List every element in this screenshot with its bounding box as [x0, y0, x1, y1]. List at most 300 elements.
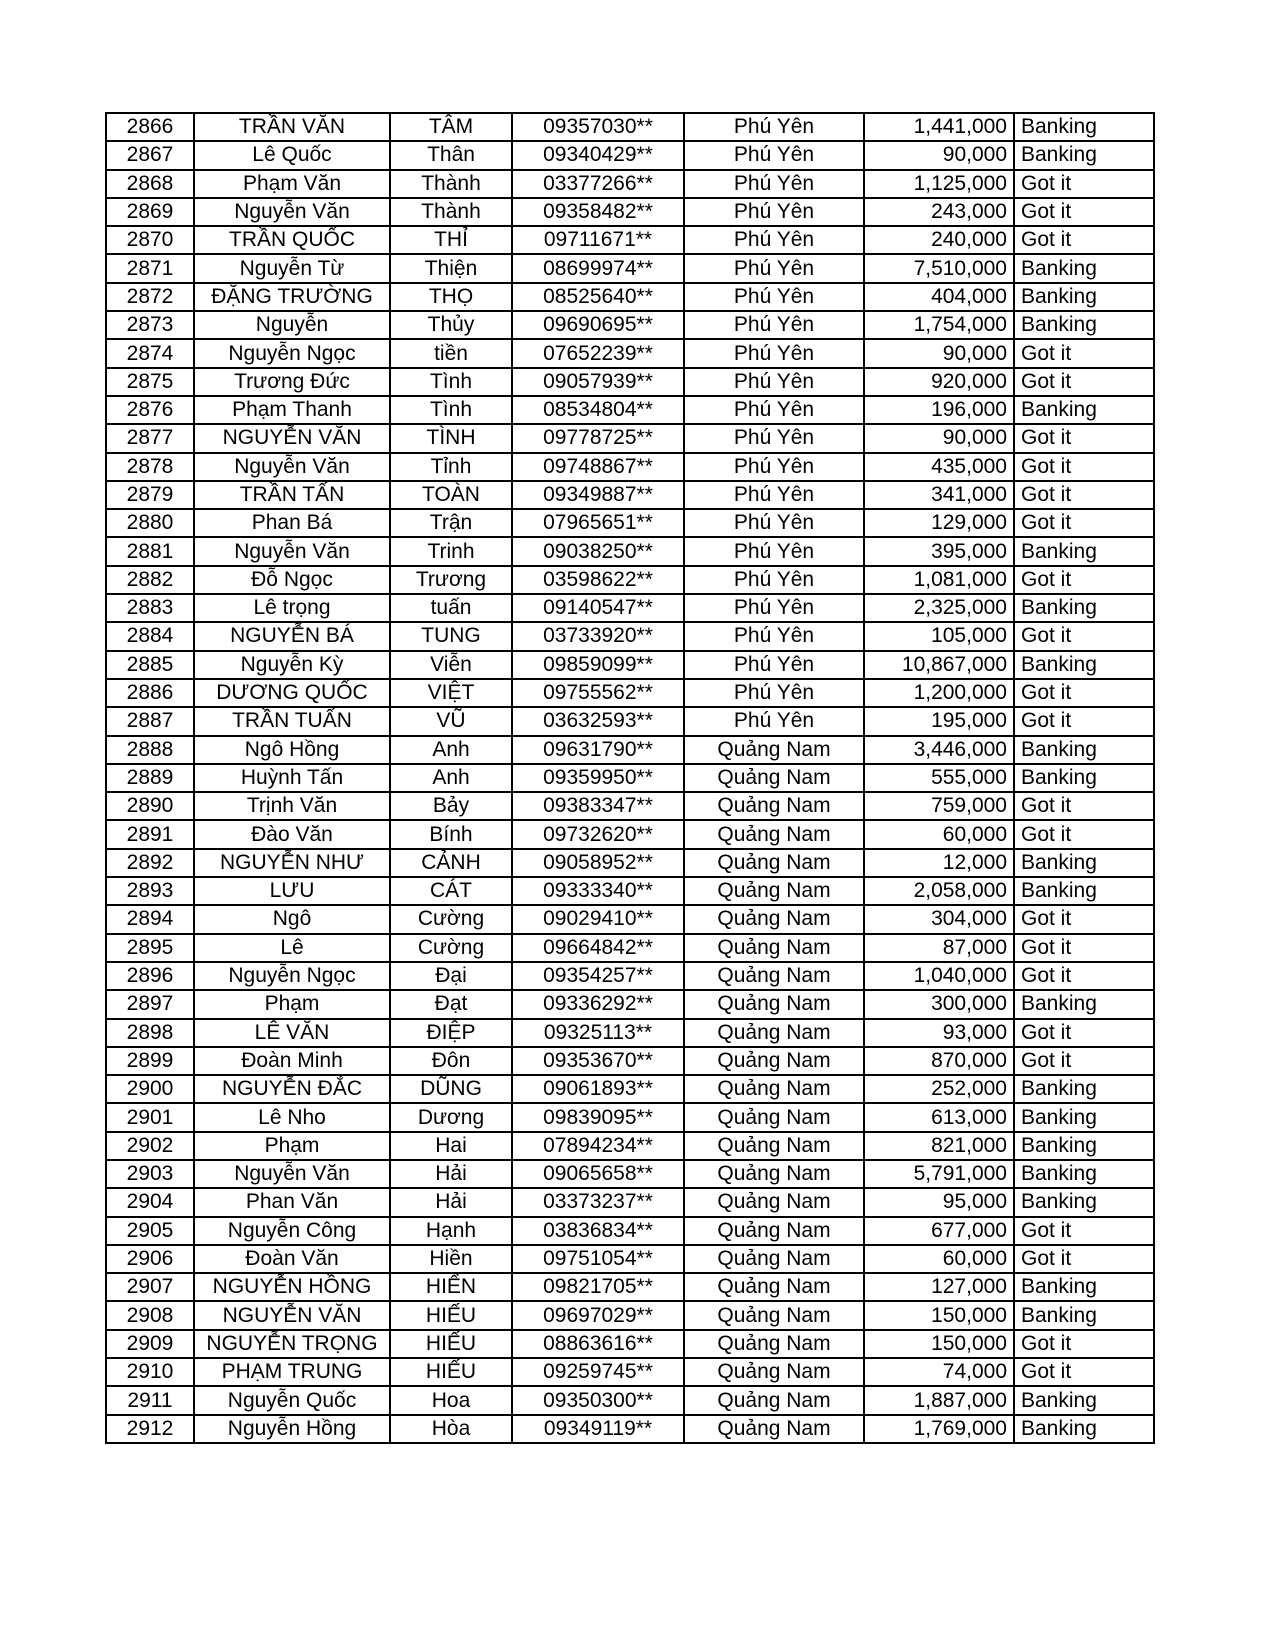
province-cell: Quảng Nam	[684, 764, 864, 792]
table-row	[106, 934, 1154, 962]
surname-cell: PHẠM TRUNG	[194, 1358, 390, 1386]
row-number-cell: 2871	[106, 254, 194, 282]
surname-cell: NGUYỄN VĂN	[194, 424, 390, 452]
payment-method-cell: Banking	[1014, 1273, 1154, 1301]
table-row	[106, 283, 1154, 311]
table-row	[106, 1075, 1154, 1103]
surname-cell: NGUYỄN HỒNG	[194, 1273, 390, 1301]
province-cell: Quảng Nam	[684, 1330, 864, 1358]
given-name-cell: Tình	[390, 368, 512, 396]
phone-cell: 09333340**	[512, 877, 684, 905]
province-cell: Quảng Nam	[684, 905, 864, 933]
payment-method-cell: Got it	[1014, 566, 1154, 594]
phone-cell: 09140547**	[512, 594, 684, 622]
table-row	[106, 1386, 1154, 1414]
given-name-cell: Bảy	[390, 792, 512, 820]
province-cell: Quảng Nam	[684, 792, 864, 820]
table-row	[106, 1160, 1154, 1188]
given-name-cell: Hoa	[390, 1386, 512, 1414]
table-row	[106, 1301, 1154, 1329]
payment-method-cell: Banking	[1014, 1386, 1154, 1414]
given-name-cell: Viễn	[390, 651, 512, 679]
given-name-cell: Trương	[390, 566, 512, 594]
province-cell: Quảng Nam	[684, 1415, 864, 1443]
phone-cell: 03598622**	[512, 566, 684, 594]
amount-cell: 105,000	[864, 622, 1014, 650]
payment-method-cell: Banking	[1014, 594, 1154, 622]
table-row	[106, 905, 1154, 933]
table-row	[106, 707, 1154, 735]
payment-method-cell: Banking	[1014, 396, 1154, 424]
row-number-cell: 2868	[106, 170, 194, 198]
payment-method-cell: Banking	[1014, 736, 1154, 764]
phone-cell: 09859099**	[512, 651, 684, 679]
payment-method-cell: Got it	[1014, 198, 1154, 226]
row-number-cell: 2869	[106, 198, 194, 226]
given-name-cell: CÁT	[390, 877, 512, 905]
table-row	[106, 339, 1154, 367]
given-name-cell: Hòa	[390, 1415, 512, 1443]
phone-cell: 09755562**	[512, 679, 684, 707]
surname-cell: DƯƠNG QUỐC	[194, 679, 390, 707]
amount-cell: 1,125,000	[864, 170, 1014, 198]
amount-cell: 1,200,000	[864, 679, 1014, 707]
payment-method-cell: Banking	[1014, 990, 1154, 1018]
province-cell: Phú Yên	[684, 170, 864, 198]
phone-cell: 09354257**	[512, 962, 684, 990]
phone-cell: 09711671**	[512, 226, 684, 254]
amount-cell: 1,441,000	[864, 113, 1014, 141]
payment-method-cell: Got it	[1014, 622, 1154, 650]
given-name-cell: Tình	[390, 396, 512, 424]
given-name-cell: Bính	[390, 820, 512, 848]
amount-cell: 60,000	[864, 1245, 1014, 1273]
row-number-cell: 2883	[106, 594, 194, 622]
table-row	[106, 820, 1154, 848]
phone-cell: 09358482**	[512, 198, 684, 226]
phone-cell: 09340429**	[512, 141, 684, 169]
province-cell: Quảng Nam	[684, 1132, 864, 1160]
province-cell: Phú Yên	[684, 226, 864, 254]
given-name-cell: HIẾU	[390, 1358, 512, 1386]
surname-cell: Phan Văn	[194, 1188, 390, 1216]
phone-cell: 08534804**	[512, 396, 684, 424]
row-number-cell: 2891	[106, 820, 194, 848]
amount-cell: 1,887,000	[864, 1386, 1014, 1414]
phone-cell: 09631790**	[512, 736, 684, 764]
surname-cell: Đoàn Văn	[194, 1245, 390, 1273]
amount-cell: 87,000	[864, 934, 1014, 962]
amount-cell: 74,000	[864, 1358, 1014, 1386]
row-number-cell: 2892	[106, 849, 194, 877]
payment-method-cell: Banking	[1014, 651, 1154, 679]
amount-cell: 404,000	[864, 283, 1014, 311]
amount-cell: 3,446,000	[864, 736, 1014, 764]
province-cell: Phú Yên	[684, 424, 864, 452]
row-number-cell: 2879	[106, 481, 194, 509]
given-name-cell: Thân	[390, 141, 512, 169]
payment-method-cell: Got it	[1014, 453, 1154, 481]
surname-cell: Trịnh Văn	[194, 792, 390, 820]
surname-cell: Nguyễn Công	[194, 1217, 390, 1245]
province-cell: Phú Yên	[684, 113, 864, 141]
phone-cell: 08863616**	[512, 1330, 684, 1358]
given-name-cell: HIẾU	[390, 1301, 512, 1329]
row-number-cell: 2894	[106, 905, 194, 933]
row-number-cell: 2888	[106, 736, 194, 764]
phone-cell: 08699974**	[512, 254, 684, 282]
given-name-cell: Anh	[390, 764, 512, 792]
row-number-cell: 2898	[106, 1019, 194, 1047]
payment-method-cell: Banking	[1014, 877, 1154, 905]
phone-cell: 09690695**	[512, 311, 684, 339]
province-cell: Phú Yên	[684, 481, 864, 509]
phone-cell: 09359950**	[512, 764, 684, 792]
province-cell: Phú Yên	[684, 622, 864, 650]
row-number-cell: 2901	[106, 1103, 194, 1131]
row-number-cell: 2899	[106, 1047, 194, 1075]
amount-cell: 90,000	[864, 339, 1014, 367]
given-name-cell: TUNG	[390, 622, 512, 650]
row-number-cell: 2884	[106, 622, 194, 650]
phone-cell: 09259745**	[512, 1358, 684, 1386]
table-row	[106, 849, 1154, 877]
amount-cell: 90,000	[864, 141, 1014, 169]
payment-method-cell: Got it	[1014, 1330, 1154, 1358]
amount-cell: 870,000	[864, 1047, 1014, 1075]
row-number-cell: 2877	[106, 424, 194, 452]
winners-table	[105, 112, 1155, 1444]
province-cell: Quảng Nam	[684, 934, 864, 962]
payment-method-cell: Got it	[1014, 481, 1154, 509]
table-row	[106, 990, 1154, 1018]
amount-cell: 2,058,000	[864, 877, 1014, 905]
given-name-cell: Dương	[390, 1103, 512, 1131]
payment-method-cell: Banking	[1014, 537, 1154, 565]
row-number-cell: 2885	[106, 651, 194, 679]
amount-cell: 555,000	[864, 764, 1014, 792]
province-cell: Quảng Nam	[684, 1075, 864, 1103]
given-name-cell: Đôn	[390, 1047, 512, 1075]
province-cell: Quảng Nam	[684, 877, 864, 905]
province-cell: Phú Yên	[684, 198, 864, 226]
payment-method-cell: Got it	[1014, 962, 1154, 990]
phone-cell: 09357030**	[512, 113, 684, 141]
amount-cell: 150,000	[864, 1330, 1014, 1358]
phone-cell: 09732620**	[512, 820, 684, 848]
province-cell: Quảng Nam	[684, 849, 864, 877]
phone-cell: 09029410**	[512, 905, 684, 933]
payment-method-cell: Got it	[1014, 509, 1154, 537]
phone-cell: 09349119**	[512, 1415, 684, 1443]
row-number-cell: 2875	[106, 368, 194, 396]
row-number-cell: 2910	[106, 1358, 194, 1386]
given-name-cell: Trận	[390, 509, 512, 537]
province-cell: Phú Yên	[684, 679, 864, 707]
table-row	[106, 1132, 1154, 1160]
amount-cell: 821,000	[864, 1132, 1014, 1160]
surname-cell: Trương Đức	[194, 368, 390, 396]
province-cell: Quảng Nam	[684, 1217, 864, 1245]
amount-cell: 920,000	[864, 368, 1014, 396]
row-number-cell: 2906	[106, 1245, 194, 1273]
row-number-cell: 2867	[106, 141, 194, 169]
table-row	[106, 1047, 1154, 1075]
phone-cell: 09751054**	[512, 1245, 684, 1273]
province-cell: Quảng Nam	[684, 1047, 864, 1075]
surname-cell: Lê	[194, 934, 390, 962]
amount-cell: 195,000	[864, 707, 1014, 735]
phone-cell: 09697029**	[512, 1301, 684, 1329]
surname-cell: Phạm Thanh	[194, 396, 390, 424]
amount-cell: 1,769,000	[864, 1415, 1014, 1443]
payment-method-cell: Banking	[1014, 311, 1154, 339]
amount-cell: 1,754,000	[864, 311, 1014, 339]
phone-cell: 03836834**	[512, 1217, 684, 1245]
payment-method-cell: Got it	[1014, 820, 1154, 848]
surname-cell: Lê Quốc	[194, 141, 390, 169]
given-name-cell: ĐIỆP	[390, 1019, 512, 1047]
surname-cell: NGUYỄN ĐẮC	[194, 1075, 390, 1103]
table-row	[106, 651, 1154, 679]
province-cell: Phú Yên	[684, 453, 864, 481]
payment-method-cell: Got it	[1014, 792, 1154, 820]
phone-cell: 09057939**	[512, 368, 684, 396]
table-row	[106, 877, 1154, 905]
given-name-cell: TOÀN	[390, 481, 512, 509]
surname-cell: Phạm Văn	[194, 170, 390, 198]
phone-cell: 03733920**	[512, 622, 684, 650]
surname-cell: NGUYỄN NHƯ	[194, 849, 390, 877]
table-row	[106, 594, 1154, 622]
given-name-cell: Đại	[390, 962, 512, 990]
surname-cell: Nguyễn	[194, 311, 390, 339]
surname-cell: Nguyễn Văn	[194, 198, 390, 226]
given-name-cell: Thành	[390, 198, 512, 226]
province-cell: Phú Yên	[684, 651, 864, 679]
province-cell: Quảng Nam	[684, 736, 864, 764]
table-row	[106, 1273, 1154, 1301]
province-cell: Phú Yên	[684, 141, 864, 169]
table-row	[106, 736, 1154, 764]
phone-cell: 07652239**	[512, 339, 684, 367]
amount-cell: 93,000	[864, 1019, 1014, 1047]
province-cell: Phú Yên	[684, 537, 864, 565]
province-cell: Quảng Nam	[684, 1245, 864, 1273]
payment-method-cell: Got it	[1014, 339, 1154, 367]
table-body	[106, 113, 1154, 1443]
province-cell: Quảng Nam	[684, 990, 864, 1018]
given-name-cell: Anh	[390, 736, 512, 764]
row-number-cell: 2873	[106, 311, 194, 339]
payment-method-cell: Banking	[1014, 1132, 1154, 1160]
amount-cell: 196,000	[864, 396, 1014, 424]
given-name-cell: TÂM	[390, 113, 512, 141]
phone-cell: 09748867**	[512, 453, 684, 481]
table-row	[106, 764, 1154, 792]
phone-cell: 09325113**	[512, 1019, 684, 1047]
given-name-cell: tuấn	[390, 594, 512, 622]
amount-cell: 95,000	[864, 1188, 1014, 1216]
surname-cell: Nguyễn Kỳ	[194, 651, 390, 679]
table-row	[106, 1330, 1154, 1358]
row-number-cell: 2872	[106, 283, 194, 311]
given-name-cell: TÌNH	[390, 424, 512, 452]
surname-cell: TRẦN TUẤN	[194, 707, 390, 735]
given-name-cell: Thủy	[390, 311, 512, 339]
surname-cell: ĐẶNG TRƯỜNG	[194, 283, 390, 311]
surname-cell: TRẦN QUỐC	[194, 226, 390, 254]
amount-cell: 1,081,000	[864, 566, 1014, 594]
phone-cell: 09778725**	[512, 424, 684, 452]
province-cell: Phú Yên	[684, 594, 864, 622]
surname-cell: Phạm	[194, 990, 390, 1018]
given-name-cell: tiền	[390, 339, 512, 367]
surname-cell: Đỗ Ngọc	[194, 566, 390, 594]
amount-cell: 435,000	[864, 453, 1014, 481]
row-number-cell: 2902	[106, 1132, 194, 1160]
surname-cell: Nguyễn Văn	[194, 1160, 390, 1188]
payment-method-cell: Got it	[1014, 368, 1154, 396]
phone-cell: 09058952**	[512, 849, 684, 877]
row-number-cell: 2911	[106, 1386, 194, 1414]
table-row	[106, 226, 1154, 254]
phone-cell: 09664842**	[512, 934, 684, 962]
given-name-cell: Hai	[390, 1132, 512, 1160]
phone-cell: 09353670**	[512, 1047, 684, 1075]
surname-cell: NGUYỄN TRỌNG	[194, 1330, 390, 1358]
row-number-cell: 2897	[106, 990, 194, 1018]
table-row	[106, 566, 1154, 594]
province-cell: Quảng Nam	[684, 1019, 864, 1047]
given-name-cell: Thiện	[390, 254, 512, 282]
row-number-cell: 2886	[106, 679, 194, 707]
row-number-cell: 2874	[106, 339, 194, 367]
table-row	[106, 792, 1154, 820]
surname-cell: Nguyễn Ngọc	[194, 962, 390, 990]
amount-cell: 127,000	[864, 1273, 1014, 1301]
payment-method-cell: Got it	[1014, 679, 1154, 707]
phone-cell: 09349887**	[512, 481, 684, 509]
amount-cell: 304,000	[864, 905, 1014, 933]
table-row	[106, 1019, 1154, 1047]
row-number-cell: 2878	[106, 453, 194, 481]
table-row	[106, 1103, 1154, 1131]
table-row	[106, 1188, 1154, 1216]
given-name-cell: CẢNH	[390, 849, 512, 877]
given-name-cell: Cường	[390, 905, 512, 933]
row-number-cell: 2880	[106, 509, 194, 537]
amount-cell: 90,000	[864, 424, 1014, 452]
amount-cell: 1,040,000	[864, 962, 1014, 990]
row-number-cell: 2889	[106, 764, 194, 792]
table-row	[106, 1245, 1154, 1273]
row-number-cell: 2890	[106, 792, 194, 820]
payment-method-cell: Banking	[1014, 849, 1154, 877]
payment-method-cell: Banking	[1014, 1160, 1154, 1188]
row-number-cell: 2895	[106, 934, 194, 962]
amount-cell: 240,000	[864, 226, 1014, 254]
row-number-cell: 2905	[106, 1217, 194, 1245]
table-row	[106, 679, 1154, 707]
given-name-cell: Hải	[390, 1188, 512, 1216]
given-name-cell: Trinh	[390, 537, 512, 565]
province-cell: Phú Yên	[684, 368, 864, 396]
amount-cell: 341,000	[864, 481, 1014, 509]
payment-method-cell: Got it	[1014, 226, 1154, 254]
row-number-cell: 2912	[106, 1415, 194, 1443]
table-row	[106, 962, 1154, 990]
phone-cell: 03373237**	[512, 1188, 684, 1216]
amount-cell: 5,791,000	[864, 1160, 1014, 1188]
phone-cell: 07965651**	[512, 509, 684, 537]
given-name-cell: Hải	[390, 1160, 512, 1188]
row-number-cell: 2887	[106, 707, 194, 735]
province-cell: Quảng Nam	[684, 1160, 864, 1188]
surname-cell: Nguyễn Hồng	[194, 1415, 390, 1443]
amount-cell: 300,000	[864, 990, 1014, 1018]
phone-cell: 09061893**	[512, 1075, 684, 1103]
amount-cell: 759,000	[864, 792, 1014, 820]
phone-cell: 09065658**	[512, 1160, 684, 1188]
payment-method-cell: Got it	[1014, 424, 1154, 452]
given-name-cell: HIẾU	[390, 1330, 512, 1358]
province-cell: Quảng Nam	[684, 820, 864, 848]
province-cell: Phú Yên	[684, 509, 864, 537]
phone-cell: 08525640**	[512, 283, 684, 311]
province-cell: Phú Yên	[684, 396, 864, 424]
row-number-cell: 2904	[106, 1188, 194, 1216]
province-cell: Quảng Nam	[684, 1301, 864, 1329]
amount-cell: 129,000	[864, 509, 1014, 537]
province-cell: Quảng Nam	[684, 962, 864, 990]
province-cell: Quảng Nam	[684, 1273, 864, 1301]
row-number-cell: 2893	[106, 877, 194, 905]
payment-method-cell: Banking	[1014, 1188, 1154, 1216]
surname-cell: Đào Văn	[194, 820, 390, 848]
payment-method-cell: Got it	[1014, 905, 1154, 933]
phone-cell: 07894234**	[512, 1132, 684, 1160]
surname-cell: Huỳnh Tấn	[194, 764, 390, 792]
given-name-cell: HIỂN	[390, 1273, 512, 1301]
surname-cell: NGUYỄN VĂN	[194, 1301, 390, 1329]
surname-cell: LƯU	[194, 877, 390, 905]
given-name-cell: THỌ	[390, 283, 512, 311]
phone-cell: 09350300**	[512, 1386, 684, 1414]
payment-method-cell: Got it	[1014, 1047, 1154, 1075]
given-name-cell: Thành	[390, 170, 512, 198]
table-row	[106, 198, 1154, 226]
payment-method-cell: Banking	[1014, 141, 1154, 169]
province-cell: Quảng Nam	[684, 1358, 864, 1386]
surname-cell: LÊ VĂN	[194, 1019, 390, 1047]
phone-cell: 09839095**	[512, 1103, 684, 1131]
table-row	[106, 622, 1154, 650]
amount-cell: 7,510,000	[864, 254, 1014, 282]
phone-cell: 03632593**	[512, 707, 684, 735]
phone-cell: 03377266**	[512, 170, 684, 198]
table-row	[106, 481, 1154, 509]
row-number-cell: 2909	[106, 1330, 194, 1358]
row-number-cell: 2908	[106, 1301, 194, 1329]
table-row	[106, 311, 1154, 339]
table-row	[106, 453, 1154, 481]
table-row	[106, 170, 1154, 198]
table-row	[106, 368, 1154, 396]
phone-cell: 09038250**	[512, 537, 684, 565]
amount-cell: 150,000	[864, 1301, 1014, 1329]
table-row	[106, 113, 1154, 141]
